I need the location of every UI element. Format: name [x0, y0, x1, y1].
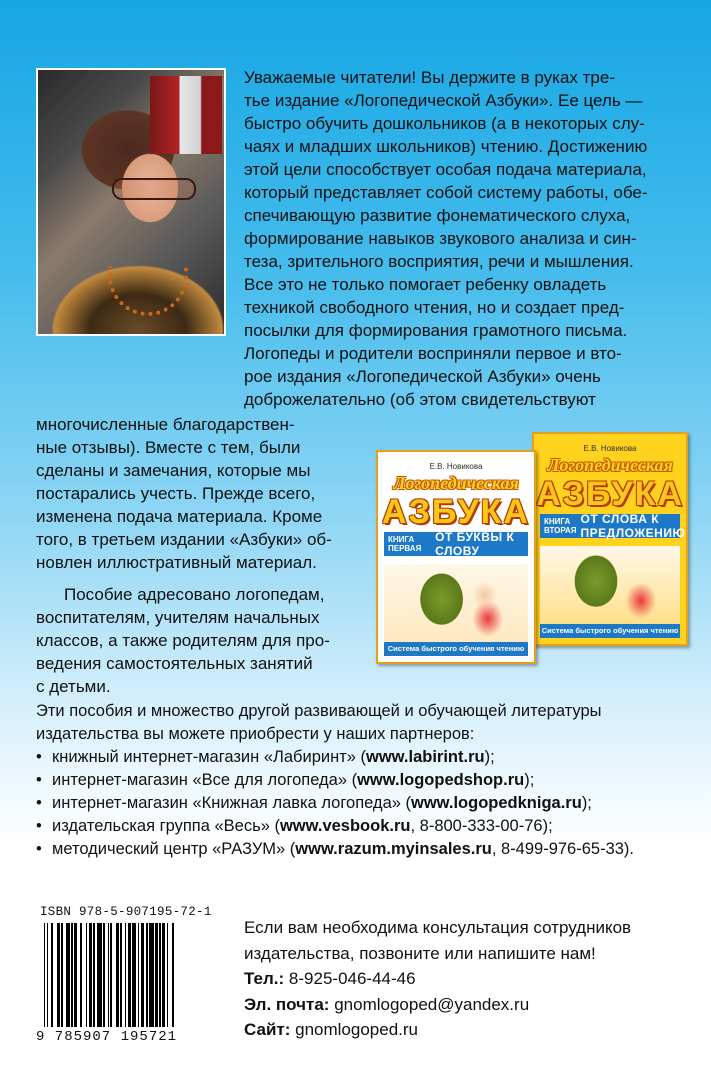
partner-link[interactable]: www.vesbook.ru — [279, 817, 411, 835]
feedback-line: того, в третьем издании «Азбуки» об- — [36, 530, 332, 549]
author-photo — [36, 68, 226, 336]
book-part: КНИГА ПЕРВАЯ — [388, 535, 422, 553]
book-title-main: АЗБУКА — [382, 493, 530, 531]
feedback-line: изменена подача материала. Кроме — [36, 507, 323, 526]
necklace-detail — [108, 266, 188, 316]
partner-item — [36, 746, 686, 769]
contact-line: Если вам необходима консультация сотрудников — [244, 918, 632, 937]
partners-intro: издательства вы можете приобрести у наших партнеров: — [36, 725, 475, 743]
feedback-line: многочисленные благодарствен- — [36, 415, 295, 434]
partner-text: интернет-магазин «Книжная лавка логопеда» ( — [52, 794, 411, 812]
book-author: Е.В. Новикова — [583, 444, 637, 453]
bullet-icon: • — [36, 794, 42, 812]
partner-tail: , 8-800-333-00-76); — [410, 817, 553, 835]
book-subtitle: ОТ СЛОВА К ПРЕДЛОЖЕНИЮ — [580, 512, 686, 540]
intro-line: Все это не только помогает ребенку овладеть — [244, 275, 607, 294]
intro-text — [244, 66, 690, 411]
intro-line: рое издания «Логопедической Азбуки» очень — [244, 367, 601, 386]
email-label: Эл. почта: — [244, 994, 330, 1014]
book-title-main: АЗБУКА — [536, 475, 684, 513]
partners-list — [36, 746, 686, 861]
intro-line: который представляет собой систему работы, обе- — [244, 183, 648, 202]
partner-tail: ); — [524, 771, 535, 789]
glasses-detail — [112, 178, 196, 200]
contact-section — [244, 915, 688, 1043]
email-row — [244, 992, 688, 1018]
partner-tail: , 8-499-976-65-33). — [491, 840, 635, 858]
partner-item — [36, 815, 686, 838]
barcode-bars — [44, 923, 232, 1027]
book-series: Система быстрого обучения чтению — [540, 624, 680, 638]
intro-line: Логопеды и родители восприняли первое и вто- — [244, 344, 622, 363]
partner-link[interactable]: www.labirint.ru — [366, 748, 485, 766]
intro-line: теза, зрительного восприятия, речи и мышления. — [244, 252, 634, 271]
isbn-number: ISBN 978-5-907195-72-1 — [40, 905, 212, 919]
intro-line: чаях и младших школьников) чтению. Достижению — [244, 137, 648, 156]
partner-item — [36, 838, 686, 861]
book-cover-second — [532, 432, 688, 646]
partners-section — [36, 700, 686, 861]
barcode-digits: 9 785907 195721 — [36, 1029, 178, 1045]
site-row — [244, 1017, 688, 1043]
book-illustration — [540, 546, 680, 624]
partner-text: интернет-магазин «Все для логопеда» ( — [52, 771, 358, 789]
book-illustration — [384, 564, 528, 642]
isbn-barcode — [36, 905, 232, 1049]
partner-text: методический центр «РАЗУМ» ( — [52, 840, 296, 858]
book-subtitle-band — [384, 532, 528, 556]
intro-line: техникой свободного чтения, но и создает пред- — [244, 298, 625, 317]
partner-item — [36, 769, 686, 792]
book-part: КНИГА ВТОРАЯ — [544, 517, 577, 535]
audience-line: классов, а также родителям для про- — [36, 631, 330, 650]
site-label: Сайт: — [244, 1020, 291, 1039]
intro-line: посылки для формирования грамотного письма. — [244, 321, 628, 340]
intro-line: этой цели способствует особая подача материала, — [244, 160, 647, 179]
partner-tail: ); — [484, 748, 495, 766]
barcode-stripe — [174, 923, 177, 1027]
partner-item — [36, 792, 686, 815]
contact-line: издательства, позвоните или напишите нам! — [244, 943, 596, 963]
book-series: Система быстрого обучения чтению — [384, 642, 528, 656]
phone-label: Тел.: — [244, 969, 285, 988]
book-author: Е.В. Новикова — [429, 462, 483, 471]
book-cover-first — [376, 450, 536, 664]
phone-value[interactable]: 8-925-046-44-46 — [288, 969, 416, 988]
audience-line: воспитателям, учителям начальных — [36, 608, 320, 627]
audience-line: Пособие адресовано логопедам, — [64, 585, 325, 604]
feedback-line: сделаны и замечания, которые мы — [36, 461, 311, 480]
partner-link[interactable]: www.razum.myinsales.ru — [295, 840, 492, 858]
bullet-icon: • — [36, 748, 42, 766]
audience-line: с детьми. — [36, 677, 111, 696]
feedback-line: новлен иллюстративный материал. — [36, 553, 317, 572]
intro-line: спечивающую развитие фонематического слуха, — [244, 206, 631, 225]
intro-line: быстро обучить дошкольников (а в некоторых слу- — [244, 114, 645, 133]
partner-tail: ); — [581, 794, 592, 812]
partner-link[interactable]: www.logopedkniga.ru — [411, 794, 582, 812]
bookshelf-image — [150, 76, 222, 154]
feedback-line: ные отзывы). Вместе с тем, были — [36, 438, 301, 457]
book-subtitle: ОТ БУКВЫ К СЛОВУ — [435, 530, 515, 558]
intro-line: Уважаемые читатели! Вы держите в руках тре- — [244, 68, 615, 87]
intro-line: доброжелательно (об этом свидетельствуют — [244, 390, 596, 409]
bullet-icon: • — [36, 771, 42, 789]
partner-text: издательская группа «Весь» ( — [52, 817, 280, 835]
bullet-icon: • — [36, 817, 42, 835]
partner-link[interactable]: www.logopedshop.ru — [357, 771, 525, 789]
feedback-line: постарались учесть. Прежде всего, — [36, 484, 316, 503]
book-title-top: Логопедическая — [547, 455, 673, 475]
phone-row — [244, 966, 688, 992]
site-value[interactable]: gnomlogoped.ru — [295, 1020, 418, 1039]
intro-line: формирование навыков звукового анализа и син- — [244, 229, 637, 248]
intro-line: тье издание «Логопедической Азбуки». Ее цель — — [244, 91, 643, 110]
book-subtitle-band — [540, 512, 686, 540]
email-value[interactable]: gnomlogoped@yandex.ru — [334, 994, 530, 1014]
book-title-top: Логопедическая — [393, 473, 519, 493]
feedback-text — [36, 413, 368, 698]
partner-text: книжный интернет-магазин «Лабиринт» ( — [52, 748, 367, 766]
partners-intro: Эти пособия и множество другой развивающей и обучающей литературы — [36, 702, 602, 720]
audience-line: ведения самостоятельных занятий — [36, 654, 313, 673]
bullet-icon: • — [36, 840, 42, 858]
